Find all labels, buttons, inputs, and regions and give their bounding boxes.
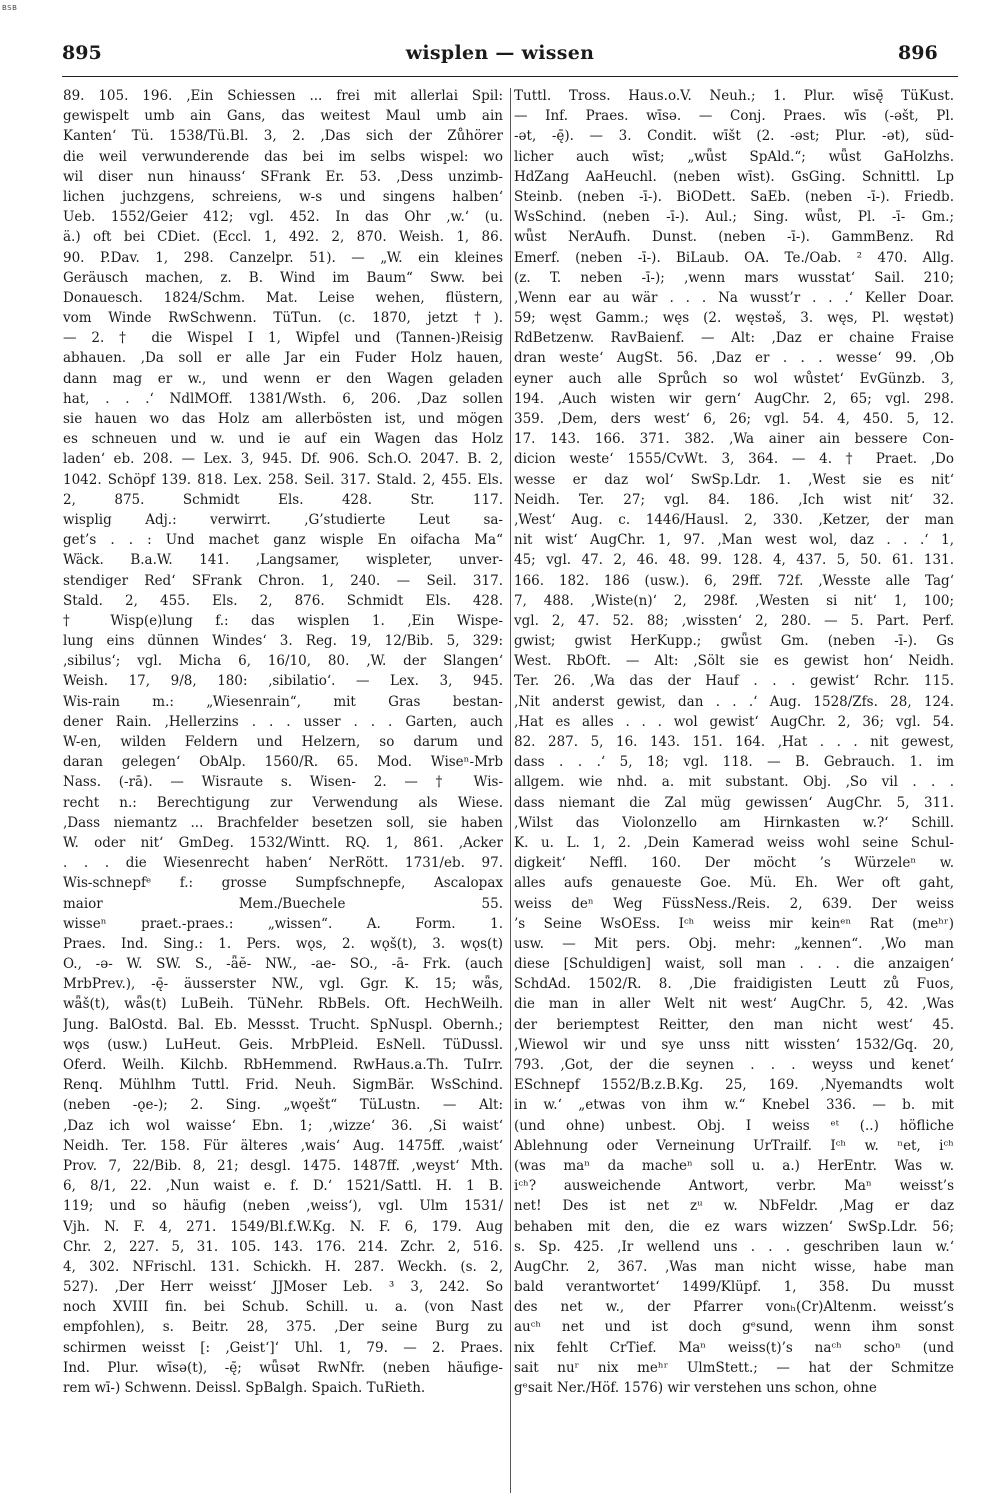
- left-column-line: W-en, wilden Feldern und Helzern, so darum und: [63, 734, 503, 750]
- left-column-line: vom Winde RwSchwenn. TüTun. (c. 1870, jetzt †).: [63, 310, 503, 327]
- right-column-line: ‚Nit anderst gewist, dan . . .‘ Aug. 1528/Zfs. 28, 124.: [514, 693, 954, 710]
- left-column-line: — 2. † die Wispel I 1, Wipfel und (Tannen-)Reisig: [63, 330, 503, 347]
- right-column-line: Ter. 26. ‚Wa das der Hauf . . . gewist‘ Rchr. 115.: [514, 673, 954, 690]
- right-column-line: auᶜʰ net und ist doch gᵉsund, wenn ihm sonst: [514, 1319, 954, 1336]
- right-column-line: dass . . .‘ 5, 18; vgl. 118. — B. Gebrauch. 1. im: [514, 754, 954, 771]
- left-column-line: Prov. 7, 22/Bib. 8, 21; desgl. 1475. 1487ff. ‚weyst‘ Mth.: [63, 1157, 503, 1174]
- left-column-line: stendiger Red‘ SFrank Chron. 1, 240. — Seil. 317.: [63, 572, 503, 589]
- right-column-line: Neidh. Ter. 27; vgl. 84. 186. ‚Ich wist nit‘ 32.: [514, 491, 954, 508]
- left-column-line: schirmen weisst [: ‚Geist‘]‘ Uhl. 1, 79. — 2. Praes.: [63, 1339, 503, 1356]
- left-column-line: 4, 302. NFrischl. 131. Schickh. H. 287. Weckh. (s. 2,: [63, 1258, 503, 1275]
- left-column-line: lichen juchzgens, schreiens, w-s und singens halben‘: [63, 188, 503, 205]
- left-column-line: get’s . . : Und machet ganz wisple En oifacha Ma“: [63, 532, 503, 549]
- left-column-line: daran gelegen‘ ObAlp. 1560/R. 65. Mod. Wiseⁿ-Mrb: [63, 754, 503, 771]
- left-column-line: wisplig Adj.: verwirrt. ‚G’studierte Leut sa-: [63, 511, 503, 528]
- right-column-line: der beriemptest Reitter, den man nicht west‘ 45.: [514, 1016, 954, 1033]
- right-column-line: (z. T. neben -ī-); ‚wenn mars wusstat‘ Sail. 210;: [514, 269, 954, 286]
- right-column-line: nix fehlt CrTief. Maⁿ weiss(t)’s naᶜʰ schoⁿ (und: [514, 1339, 954, 1356]
- right-column-line: licher auch wīst; „wǖst SpAld.“; wǖst GaHolzhs.: [514, 148, 954, 165]
- left-column-line: Neidh. Ter. 158. Für älteres ‚wais‘ Aug. 1475ff. ‚waist‘: [63, 1137, 503, 1154]
- right-column-line: eyner auch alle Sprůch so wol wůstet‘ EvGünzb. 3,: [514, 370, 954, 387]
- right-column-line: ‚West‘ Aug. c. 1446/Hausl. 2, 330. ‚Ketzer, der man: [514, 511, 954, 528]
- left-column-line: Geräusch machen, z. B. Wind im Baum“ Sww. bei: [63, 269, 503, 286]
- right-column-line: — Inf. Praes. wīsǝ. — Conj. Praes. wīs (-ǝšt, Pl.: [514, 108, 954, 125]
- left-column-line: Ind. Plur. wīsǝ(t), -ę̄; wǖsǝt RwNfr. (neben häufige-: [63, 1359, 503, 1376]
- left-column-line: Wis-schnepfᵉ f.: grosse Sumpfschnepfe, Ascalopax: [63, 875, 503, 892]
- left-column-line: wil diser nun hinauss‘ SFrank Er. 53. ‚Dess unzimb-: [63, 168, 503, 185]
- left-column-line: Weish. 17, 9/8, 180: ‚sibilatio‘. — Lex. 3, 945.: [63, 673, 503, 690]
- column-divider: [510, 88, 511, 1493]
- right-column-line: HdZang AaHeuchl. (neben wīst). GsGing. Schnittl. Lp: [514, 168, 954, 185]
- left-column-line: Jung. BalOstd. Bal. Eb. Messst. Trucht. SpNuspl. Obernh.;: [63, 1016, 503, 1033]
- left-column-line: (neben -ǫe-); 2. Sing. „wǫešt“ TüLustn. — Alt:: [63, 1097, 503, 1114]
- right-column-line: die man in aller Welt nit west‘ AugChr. 5, 42. ‚Was: [514, 996, 954, 1013]
- left-column-line: empfohlen), s. Beitr. 28, 375. ‚Der seine Burg zu: [63, 1319, 503, 1336]
- right-column-line: gᵉsait Ner./Höf. 1576) wir verstehen uns schon, ohne: [514, 1380, 877, 1396]
- right-column-line: (und ohne) unbest. Obj. I weiss ᵉᵗ (..) höfliche: [514, 1117, 954, 1134]
- left-column-line: Praes. Ind. Sing.: 1. Pers. wǫs, 2. wǫš(t), 3. wǫs(t): [63, 935, 503, 952]
- running-title: wisplen — wissen: [405, 42, 595, 64]
- left-column-line: maior Mem./Buechele 55.: [63, 895, 503, 912]
- left-column-line: wisseⁿ praet.-praes.: „wissen“. A. Form. 1.: [63, 915, 503, 932]
- right-column-line: 59; węst Gamm.; węs (2. węstǝš, 3. węs, Pl. węstǝt): [514, 310, 954, 327]
- right-column-line: K. u. L. 1, 2. ‚Dein Kamerad weiss wohl seine Schul-: [514, 834, 954, 851]
- page-number-left: 895: [62, 42, 102, 64]
- left-column-line: gewispelt umb ain Gans, das weitest Maul umb ain: [63, 108, 503, 125]
- left-column: [63, 86, 503, 1398]
- left-column-line: 2, 875. Schmidt Els. 428. Str. 117.: [63, 491, 503, 508]
- right-column-line: allgem. wie nhd. a. mit substant. Obj. ‚So vil . . .: [514, 774, 954, 791]
- left-column-line: Kanten‘ Tü. 1538/Tü.Bl. 3, 2. ‚Das sich der Zůhörer: [63, 128, 503, 145]
- left-column-line: 89. 105. 196. ‚Ein Schiessen ... frei mit allerlai Spil:: [63, 88, 503, 104]
- left-column-line: recht n.: Berechtigung zur Verwendung als Wiese.: [63, 794, 503, 811]
- left-column-line: MrbPrev.), -ę̄- äusserster NW., vgl. Ggr. K. 15; wǟs,: [63, 976, 503, 993]
- right-column-line: iᶜʰ? ausweichende Antwort, verbr. Maⁿ weisst’s: [514, 1178, 954, 1195]
- left-column-line: lung eins dünnen Windes‘ 3. Reg. 19, 12/Bib. 5, 329:: [63, 633, 503, 650]
- right-column-line: s. Sp. 425. ‚Ir wellend uns . . . geschriben laun w.‘: [514, 1238, 954, 1255]
- library-stamp: BSB: [2, 4, 18, 12]
- left-column-line: laden‘ eb. 208. — Lex. 3, 945. Df. 906. Sch.O. 2047. B. 2,: [63, 451, 503, 468]
- left-column-line: sie hauen wo das Holz am allerbösten ist, und mögen: [63, 411, 503, 427]
- right-column-line: dran weste‘ AugSt. 56. ‚Daz er . . . wesse‘ 99. ‚Ob: [514, 350, 954, 367]
- left-column-line: rem wī-) Schwenn. Deissl. SpBalgh. Spaich. TuRieth.: [63, 1380, 426, 1396]
- left-column-line: 119; und so häufig (neben ‚weiss‘), vgl. Ulm 1531/: [63, 1198, 503, 1215]
- right-column-line: sait nuʳ nix meʰʳ UlmStett.; — hat der Schmitze: [514, 1359, 954, 1376]
- left-column-line: Wäck. B.a.W. 141. ‚Langsamer, wispleter, unver-: [63, 552, 503, 569]
- right-column-line: 17. 143. 166. 371. 382. ‚Wa ainer ain bessere Con-: [514, 431, 954, 448]
- right-column-line: 359. ‚Dem, ders west‘ 6, 26; vgl. 54. 4, 450. 5, 12.: [514, 411, 954, 427]
- right-column: [514, 86, 954, 1398]
- left-column-line: es schneuen und w. und ie auf ein Wagen das Holz: [63, 431, 503, 448]
- right-column-line: 7, 488. ‚Wiste(n)‘ 2, 298f. ‚Westen si nit‘ 1, 100;: [514, 592, 954, 609]
- left-column-line: Vjh. N. F. 4, 271. 1549/Bl.f.W.Kg. N. F. 6, 179. Aug: [63, 1218, 503, 1235]
- right-column-line: 793. ‚Got, der die seynen . . . weyss und kenet‘: [514, 1057, 954, 1073]
- right-column-line: diese [Schuldigen] waist, soll man . . . die anzaigen‘: [514, 956, 954, 973]
- left-column-line: Chr. 2, 227. 5, 31. 105. 143. 176. 214. Zchr. 2, 516.: [63, 1238, 503, 1255]
- right-column-line: 166. 182. 186 (usw.). 6, 29ff. 72f. ‚Wesste alle Tag‘: [514, 572, 954, 589]
- left-column-line: W. oder nit‘ GmDeg. 1532/Wintt. RQ. 1, 861. ‚Acker: [63, 834, 503, 851]
- right-column-line: bald verantwortet‘ 1499/Klüpf. 1, 358. Du musst: [514, 1279, 954, 1296]
- left-column-line: † Wisp(e)lung f.: das wisplen 1. ‚Ein Wispe-: [63, 612, 503, 629]
- left-column-line: 1042. Schöpf 139. 818. Lex. 258. Seil. 317. Stald. 2, 455. Els.: [63, 471, 503, 488]
- right-column-line: behaben mit den, die ez wars wizzen‘ SwSp.Ldr. 56;: [514, 1218, 954, 1235]
- right-column-line: Ablehnung oder Verneinung UrTrailf. Iᶜʰ w. ⁿet, iᶜʰ: [514, 1137, 954, 1154]
- right-column-line: in w.‘ „etwas von ihm w.“ Knebel 336. — b. mit: [514, 1097, 954, 1114]
- right-column-line: AugChr. 2, 367. ‚Was man nicht wisse, habe man: [514, 1258, 954, 1275]
- right-column-line: 194. ‚Auch wisten wir gern‘ AugChr. 2, 65; vgl. 298.: [514, 390, 954, 407]
- right-column-line: Steinb. (neben -ī-). BiODett. SaEb. (neben -ī-). Friedb.: [514, 188, 954, 205]
- right-column-line: dicion weste‘ 1555/CvWt. 3, 364. — 4. † Praet. ‚Do: [514, 451, 954, 468]
- right-column-line: usw. — Mit pers. Obj. mehr: „kennen“. ‚Wo man: [514, 935, 954, 952]
- left-column-line: Oferd. Weilh. Kilchb. RbHemmend. RwHaus.a.Th. TuIrr.: [63, 1057, 503, 1073]
- left-column-line: 527). ‚Der Herr weisst‘ JJMoser Leb. ³ 3, 242. So: [63, 1279, 503, 1296]
- left-column-line: ä.) oft bei CDiet. (Eccl. 1, 492. 2, 870. Weish. 1, 86.: [63, 229, 503, 246]
- right-column-line: West. RbOft. — Alt: ‚Sölt sie es gewist hon‘ Neidh.: [514, 653, 954, 670]
- right-column-line: ‚Hat es alles . . . wol gewist‘ AugChr. 2, 36; vgl. 54.: [514, 713, 954, 730]
- right-column-line: -ǝt, -ę̄). — 3. Condit. wīšt (2. -ǝst; Plur. -ǝt), süd-: [514, 128, 954, 145]
- right-column-line: (was maⁿ da macheⁿ soll u. a.) HerEntr. Was w.: [514, 1157, 954, 1174]
- left-column-line: dener Rain. ‚Hellerzins . . . usser . . . Garten, auch: [63, 713, 503, 730]
- right-column-line: gwist; gwist HerKupp.; gwǖst Gm. (neben -ī-). Gs: [514, 633, 954, 650]
- left-column-line: ‚Daz ich wol waisse‘ Ebn. 1; ‚wizze‘ 36. ‚Si waist‘: [63, 1117, 503, 1134]
- left-column-line: Donauesch. 1824/Schm. Mat. Leise wehen, flüstern,: [63, 289, 503, 306]
- left-column-line: O., -ǝ- W. SW. S., -ǟĕ- NW., -ae- SO., -ā- Frk. (auch: [63, 956, 503, 973]
- left-column-line: abhauen. ‚Da soll er alle Jar ein Fuder Holz hauen,: [63, 350, 503, 367]
- right-column-line: 82. 287. 5, 16. 143. 151. 164. ‚Hat . . . nit gewest,: [514, 734, 954, 750]
- right-column-line: ‚Wenn ear au wär . . . Na wusst’r . . .‘ Keller Doar.: [514, 289, 954, 306]
- left-column-line: ‚sibilus‘; vgl. Micha 6, 16/10, 80. ‚W. der Slangen‘: [63, 653, 503, 670]
- right-column-line: des net w., der Pfarrer vonₕ(Cr)Altenm. weisst’s: [514, 1299, 954, 1316]
- left-column-line: 90. P.Dav. 1, 298. Canzelpr. 51). — „W. ein kleines: [63, 249, 503, 266]
- right-column-line: dass niemant die Zal müg gewissen‘ AugChr. 5, 311.: [514, 794, 954, 811]
- right-column-line: Emerf. (neben -ī-). BiLaub. OA. Te./Oab. ² 470. Allg.: [514, 249, 954, 266]
- left-column-line: wǟš(t), wǟs(t) LuBeih. TüNehr. RbBels. Oft. HechWeilh.: [63, 996, 503, 1013]
- left-column-line: Renq. Mühlhm Tuttl. Frid. Neuh. SigmBär. WsSchind.: [63, 1077, 503, 1094]
- right-column-line: Tuttl. Tross. Haus.o.V. Neuh.; 1. Plur. wīsę̄ TüKust.: [514, 88, 954, 104]
- left-column-line: . . . die Wiesenrecht haben‘ NerRött. 1731/eb. 97.: [63, 855, 503, 872]
- right-column-line: wǖst NerAufh. Dunst. (neben -ī-). GammBenz. Rd: [514, 229, 954, 246]
- right-column-line: ESchnepf 1552/B.z.B.Kg. 25, 169. ‚Nyemandts wolt: [514, 1077, 954, 1094]
- left-column-line: ‚Dass niemantz ... Brachfelder besetzen soll, sie haben: [63, 814, 503, 831]
- right-column-line: SchdAd. 1502/R. 8. ‚Die fraidigisten Leutt zů Fuos,: [514, 976, 954, 993]
- right-column-line: vgl. 2, 47. 52. 88; ‚wissten‘ 2, 280. — 5. Part. Perf.: [514, 612, 954, 629]
- right-column-line: digkeit‘ Neffl. 160. Der möcht ’s Würzeleⁿ w.: [514, 855, 954, 872]
- right-column-line: alles aufs genaueste Goe. Mü. Eh. Wer oft gaht,: [514, 875, 954, 892]
- left-column-line: hat, . . .‘ NdlMOff. 1381/Wsth. 6, 206. ‚Daz sollen: [63, 390, 503, 407]
- left-column-line: Stald. 2, 455. Els. 2, 876. Schmidt Els. 428.: [63, 592, 503, 609]
- left-column-line: Ueb. 1552/Geier 412; vgl. 452. In das Ohr ‚w.‘ (u.: [63, 209, 503, 226]
- right-column-line: net! Des ist net zᵘ w. NbFeldr. ‚Mag er daz: [514, 1198, 954, 1215]
- right-column-line: wesse er daz wol‘ SwSp.Ldr. 1. ‚West sie es nit‘: [514, 471, 954, 488]
- left-column-line: Nass. (-rā). — Wisraute s. Wisen- 2. — † Wis-: [63, 774, 503, 791]
- right-column-line: RdBetzenw. RavBaienf. — Alt: ‚Daz er chaine Fraise: [514, 330, 954, 347]
- right-column-line: ‚Wiewol wir und sye unss nitt wissten‘ 1532/Gq. 20,: [514, 1036, 954, 1053]
- right-column-line: ’s Seine WsOEss. Iᶜʰ weiss mir keinᵉⁿ Rat (meʰʳ): [514, 915, 954, 932]
- left-column-line: die weil verwunderende das bei im selbs wispel: wo: [63, 148, 503, 165]
- left-column-line: 6, 8/1, 22. ‚Nun waist e. f. D.‘ 1521/Sattl. H. 1 B.: [63, 1178, 503, 1195]
- right-column-line: 45; vgl. 47. 2, 46. 48. 99. 128. 4, 437. 5, 50. 61. 131.: [514, 552, 954, 569]
- right-column-line: nit wist‘ AugChr. 1, 97. ‚Man west wol, daz . . .‘ 1,: [514, 532, 954, 549]
- left-column-line: noch XVIII fin. bei Schub. Schill. u. a. (von Nast: [63, 1299, 503, 1316]
- page-number-right: 896: [898, 42, 938, 64]
- right-column-line: WsSchind. (neben -ī-). Aul.; Sing. wǖst, Pl. -ī- Gm.;: [514, 209, 954, 226]
- left-column-line: Wis-rain m.: „Wiesenrain“, mit Gras bestan-: [63, 693, 503, 710]
- right-column-line: ‚Wilst das Violonzello am Hirnkasten w.?‘ Schill.: [514, 814, 954, 831]
- right-column-line: weiss deⁿ Weg FüssNess./Reis. 2, 639. Der weiss: [514, 895, 954, 912]
- left-column-line: wǫs (usw.) LuHeut. Geis. MrbPleid. EsNell. TüDussl.: [63, 1036, 503, 1053]
- header-rule: [62, 76, 958, 77]
- left-column-line: dann mag er w., und wenn er den Wagen geladen: [63, 370, 503, 387]
